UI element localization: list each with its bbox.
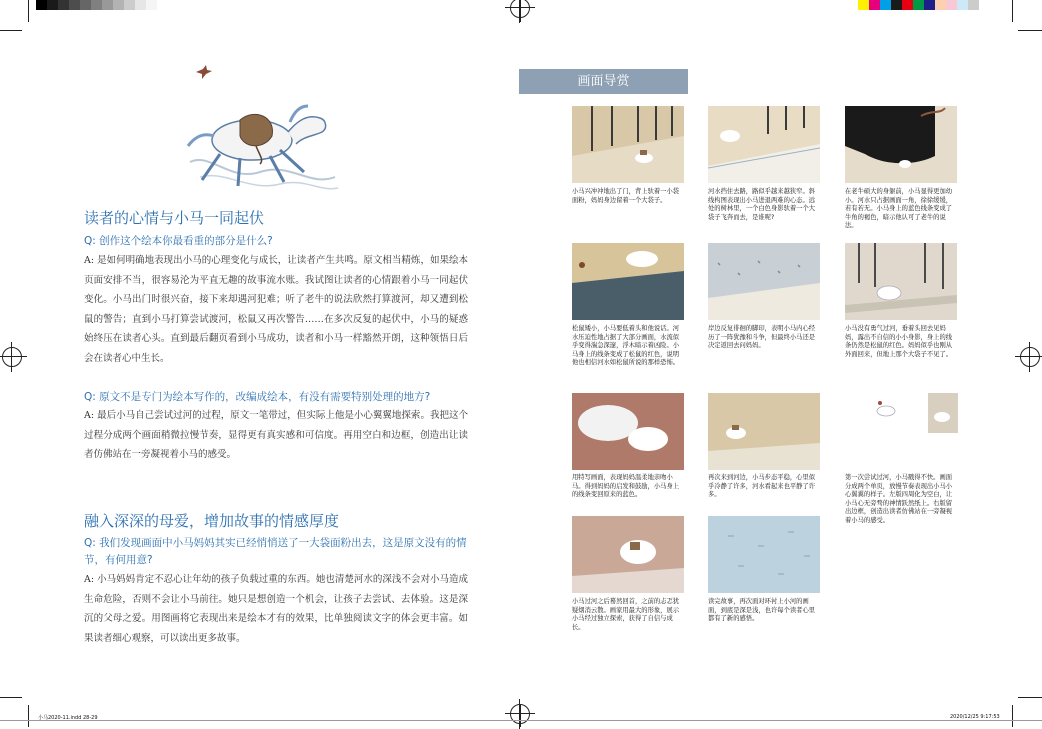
registration-mark — [510, 0, 530, 18]
crop-mark — [1018, 30, 1042, 31]
thumbnail-9b — [928, 393, 958, 433]
registration-mark — [1020, 347, 1040, 367]
thumbnail-7 — [572, 393, 684, 470]
crop-mark — [1018, 697, 1042, 698]
answer-3: A: 小马妈妈肯定不忍心让年幼的孩子负载过重的东西。她也清楚河水的深浅不会对小马造成生命危险，否则不会让小马前往。她只是想创造一个机会，让孩子去尝试、去体验。这是深沉的父母之爱。用图画将它表现出来是绘本才有的效果，比单独阅读文字的体会更丰富。如果读者细心观察，可以读出更多故事。 — [84, 574, 468, 644]
caption-2: 河水挡住去路，路似乎越来越狭窄。斜线构图表现出小马进退两难的心态。远处的树林里，一个白色身影驮着一个大袋子飞奔而去，是谁呢? — [708, 188, 816, 221]
thumbnail-1 — [572, 106, 684, 183]
footer-timestamp: 2020/12/25 9:17:53 — [950, 714, 1000, 720]
registration-mark — [2, 347, 22, 367]
caption-7: 用特写画面，表现妈妈温柔地亲吻小马。得到妈妈的启发和鼓励，小马身上的线条变回原来的蓝色。 — [572, 474, 680, 499]
gray-color-bar — [36, 0, 157, 10]
caption-8: 再次来到河边，小马步态平稳，心里似乎冷静了许多，河水看起来也平静了许多。 — [708, 474, 816, 499]
cmyk-color-bar — [858, 0, 979, 10]
crop-mark — [28, 705, 29, 727]
crop-mark — [28, 0, 29, 22]
thumbnail-6 — [845, 243, 957, 320]
caption-5: 岸边反复徘徊的脚印，表明小马内心经历了一阵犹豫和斗争，但最终小马还是决定返回去问妈妈。 — [708, 325, 816, 350]
thumbnail-2 — [708, 106, 820, 183]
horse-illustration — [180, 92, 340, 200]
answer-2: A: 最后小马自己尝试过河的过程，原文一笔带过，但实际上他是小心翼翼地探索。我把这个过程分成两个画面稍微拉慢节奏，显得更有真实感和可信度。再用空白和边框，创造出让读者仿佛站在一旁凝视着小马的感受。 — [84, 410, 468, 460]
thumbnail-4 — [572, 243, 684, 320]
picture-guide-label: 画面导赏 — [519, 69, 688, 94]
answer-1: A: 是如何明确地表现出小马的心理变化与成长，让读者产生共鸣。原文相当精炼，如果绘本页面安排不当，很容易沦为平直无趣的故事流水账。我试图让读者的心情跟着小马一同起伏变化。小马出门时很兴奋，接下来却遇河犯难；听了老牛的说法欣然打算渡河，却又遭到松鼠的警告；直到小马打算尝试渡河，松鼠又再次警告……在多次反复的起伏中，小马的疑惑始终压在读者心头。直到最后翻页看到小马成功，读者和小马一样豁然开朗，这种领悟日后会在读者心中生长。 — [84, 255, 468, 364]
caption-10: 小马过河之后蓦然回首，之前的忐忑犹疑烟消云散。画家用最大的形象，展示小马经过独立探索，获得了自信与成长。 — [572, 598, 680, 631]
caption-1: 小马兴冲冲地出了门，背上驮着一小袋面粉，妈妈身边留着一个大袋子。 — [572, 188, 680, 204]
question-3: Q: 我们发现画面中小马妈妈其实已经悄悄送了一大袋面粉出去，这是原文没有的情节，有何用意? — [84, 537, 467, 566]
thumbnail-5 — [708, 243, 820, 320]
section-heading-2: 融入深深的母爱，增加故事的情感厚度 — [84, 512, 340, 530]
thumbnail-10 — [572, 516, 684, 593]
crop-mark — [0, 30, 22, 31]
crop-mark — [0, 697, 22, 698]
registration-mark — [510, 704, 530, 724]
crop-mark — [1012, 0, 1013, 22]
bottom-rule — [0, 720, 1042, 721]
question-1: Q: 创作这个绘本你最看重的部分是什么? — [84, 235, 273, 247]
caption-6: 小马没有勇气过河，垂着头回去见妈妈，露出不自信的小小身影，身上的线条仍然是松鼠的红色。妈妈似乎也刚从外面回来，但地上那个大袋子不见了。 — [845, 325, 953, 358]
section-heading-1: 读者的心情与小马一同起伏 — [84, 209, 265, 227]
thumbnail-3 — [845, 106, 957, 183]
thumbnail-9a — [870, 393, 910, 433]
crop-mark — [1012, 705, 1013, 727]
question-2: Q: 原文不是专门为绘本写作的，改编成绘本，有没有需要特别处理的地方? — [84, 391, 431, 403]
caption-4: 松鼠矮小，小马要低着头和他说话。河水压迫性地占据了大部分画面，水流似乎变得湍急深邃，浮木暗示着凶险。小马身上的线条变成了松鼠的红色，说明他也相信河水如松鼠所说的那样恐怖。 — [572, 325, 680, 367]
footer-file-name: 小马2020-11.indd 28-29 — [38, 715, 98, 721]
caption-11: 读完故事，再次面对环衬上小河的画面，到底是深是浅，也许每个读者心里都有了新的感悟。 — [708, 598, 816, 623]
thumbnail-8 — [708, 393, 820, 470]
caption-3: 在老牛硕大的身躯前，小马显得更加幼小。河水只占据画面一角，徐徐缓缓，若有若无。小马身上的蓝色线条变成了牛角的褐色，暗示他认可了老牛的说法。 — [845, 188, 953, 230]
caption-9: 第一次尝试过河，小马戳得不快。画面分成两个单页，放慢节奏表现出小马小心翼翼的样子。左版四周化为空白，让小马心无旁骛的神情跃然纸上。右版留出边框，创造出读者仿佛站在一旁凝视着小马的感受。 — [845, 474, 953, 524]
thumbnail-11 — [708, 516, 820, 593]
bird-illustration — [194, 64, 214, 80]
